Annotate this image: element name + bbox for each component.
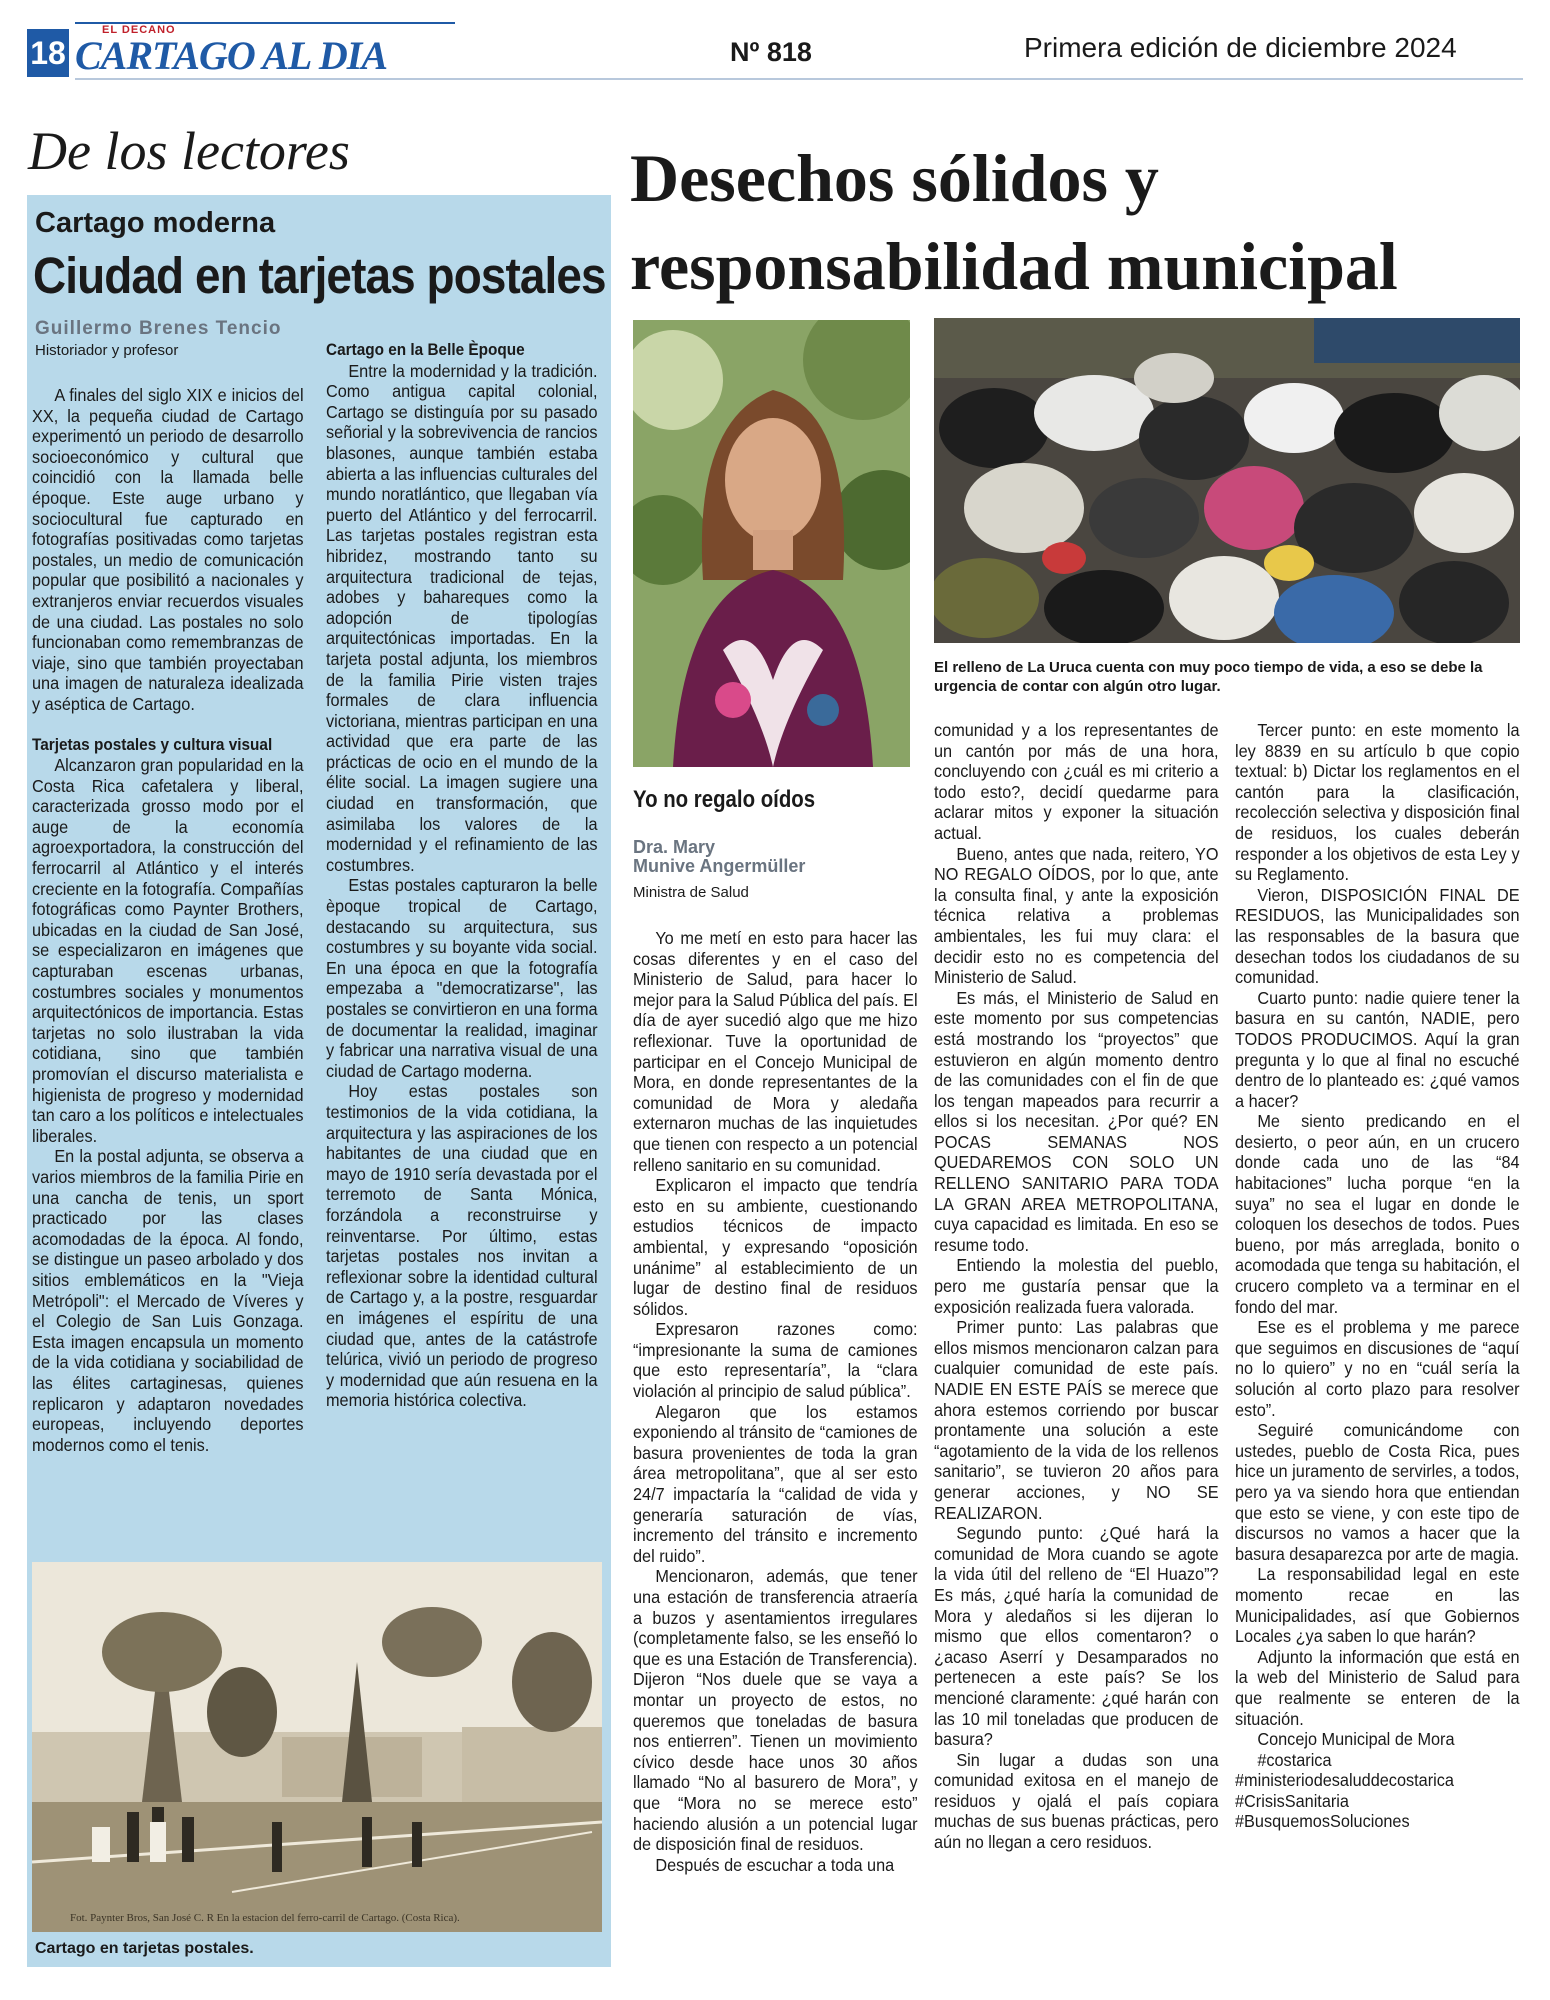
paragraph: Sin lugar a dudas son una comunidad exitosa en el manejo de residuos y ojalá el país copiara muchas de sus buenas prácticas, pero aún no llegan a cero residuos. — [934, 1749, 1219, 1853]
page-number: 18 — [27, 29, 69, 77]
article-kicker: Cartago moderna — [35, 207, 276, 239]
paragraph: Explicaron el impacto que tendría esto en su ambiente, cuestionando estudios técnicos de impacto ambiental, y expresando “oposición unánime” al establecimiento de un lugar de destino final de residuos sólidos. — [633, 1175, 918, 1319]
paragraph: Entiendo la molestia del pueblo, pero me gustaría pensar que la exposición realizada fuera valorada. — [934, 1255, 1219, 1317]
paragraph: Estas postales capturaron la belle èpoque tropical de Cartago, destacando su arquitectura, sus costumbres y su boyante vida social. En una época en que la fotografía empezaba a "democratizarse", las postales se convirtieron en una forma de documentar la realidad, imaginar y fabricar una narrativa visual de una ciudad de Cartago moderna. — [326, 875, 598, 1081]
left-article-author-role: Historiador y profesor — [35, 342, 179, 359]
left-article-column-2 — [326, 340, 598, 1411]
tennis-photo-caption: Cartago en tarjetas postales. — [35, 1940, 254, 1957]
paragraph: Después de escuchar a toda una — [655, 1854, 895, 1875]
paragraph: A finales del siglo XIX e inicios del XX, la pequeña ciudad de Cartago experimentó un periodo de desarrollo socioeconómico y cultural que coincidió con la llamada belle époque. Este auge urbano y sociocultural fue capturado en fotografías positivadas como tarjetas postales, un medio de comunicación popular que posibilitó a nacionales y extranjeros enviar recuerdos visuales de una ciudad. Las postales no solo funcionaban como remembranzas de viaje, sino que también proyectaban una imagen de naturaleza idealizada y aséptica de Cartago. — [32, 385, 304, 714]
landfill-photo — [934, 318, 1520, 643]
paragraph: Adjunto la información que está en la web del Ministerio de Salud para que realmente se enteren de la situación. — [1235, 1646, 1520, 1729]
right-article-author-role: Ministra de Salud — [633, 884, 749, 901]
paragraph: Hoy estas postales son testimonios de la vida cotidiana, la arquitectura y las aspiraciones de los habitantes de una ciudad que en mayo de 1910 sería devastada por el terremoto de Santa Mónica, forzándola a reconstruirse y reinventarse. Por último, estas tarjetas postales nos invitan a reflexionar sobre la identidad cultural de Cartago y, a la postre, resguardar en imágenes el espíritu de una ciudad que, antes de la catástrofe telúrica, vivió un periodo de progreso y modernidad que aún resuena en la memoria histórica colectiva. — [326, 1081, 598, 1411]
left-article-column-1 — [32, 385, 304, 1455]
author-name-line-2: Munive Angermüller — [633, 856, 806, 876]
paragraph: Mencionaron, además, que tener una estación de transferencia atraería a buzos y asentamientos irregulares (completamente falso, se les enseñó lo que es una Estación de Transferencia). Dijeron “Nos duele que se vaya a montar un proyecto de estos, no queremos que toneladas de basura nos entierren”. Tienen un movimiento cívico desde hace unos 30 años llamado “No al basurero de Mora”, y que “Mora no se merece esto” haciendo alusión a un potencial lugar de disposición final de residuos. — [633, 1566, 918, 1855]
paragraph: Yo me metí en esto para hacer las cosas diferentes y en el caso del Ministerio de Salud, para hacer lo mejor para la Salud Pública del país. El día de ayer sucedió algo que me hizo reflexionar. Tuve la oportunidad de participar en el Concejo Municipal de Mora, en donde representantes de la comunidad de Mora y aledaña externaron muchas de las inquietudes que tienen con respecto a un potencial relleno sanitario en su comunidad. — [633, 928, 918, 1175]
paragraph: Bueno, antes que nada, reitero, YO NO REGALO OÍDOS, por lo que, ante la consulta final, y ante la exposición técnica relativa a problemas ambientales, les fui muy clara: el decidir esto no es competencia del Ministerio de Salud. — [934, 843, 1219, 988]
subheading: Cartago en la Belle Èpoque — [326, 341, 525, 359]
paragraph: En la postal adjunta, se observa a varios miembros de la familia Pirie en una cancha de tenis, un sport practicado por las clases acomodadas de la época. Al fondo, se distingue un paseo arbolado y dos sitios emblemáticos en la "Vieja Metrópoli": el Mercado de Víveres y el Colegio de San Luis Gonzaga. Esta imagen encapsula un momento de la vida cotidiana y sociabilidad de las élites cartaginesas, quienes replicaron y adaptaron novedades europeas, incluyendo deportes modernos como el tenis. — [32, 1146, 304, 1455]
edition-date: Primera edición de diciembre 2024 — [1024, 32, 1457, 63]
right-article-column-2 — [934, 720, 1219, 1853]
paragraph: La responsabilidad legal en este momento recae en las Municipalidades, así que Gobiernos Locales ¿ya saben lo que harán? — [1235, 1564, 1520, 1647]
header-rule — [75, 78, 1523, 80]
paragraph: comunidad y a los representantes de un cantón por más de una hora, concluyendo con ¿cuál es mi criterio a todo esto?, decidí quedarme para aclarar mitos y exponer la situación actual. — [934, 720, 1219, 843]
right-article-column-3 — [1235, 720, 1520, 1832]
paragraph: #costarica #ministeriodesaluddecostarica #CrisisSanitaria #BusquemosSoluciones — [1235, 1749, 1454, 1832]
author-portrait-photo — [633, 320, 910, 767]
left-article-author: Guillermo Brenes Tencio — [35, 318, 282, 339]
paragraph: Ese es el problema y me parece que seguimos en discusiones de “aquí no lo quiero” y no en “cuál sería la solución al corto plazo para resolver esto”. — [1235, 1317, 1520, 1420]
paragraph: Alegaron que los estamos exponiendo al tránsito de “camiones de basura provenientes de toda la gran área metropolitana”, que al ser esto 24/7 impactaría la “calidad de vida y generaría saturación de vías, incremento del tránsito e incremento del ruido”. — [633, 1401, 918, 1566]
paragraph: Cuarto punto: nadie quiere tener la basura en su cantón, NADIE, pero TODOS PRODUCIMOS. Aquí la gran pregunta y lo que al final no escuché dentro de lo planteado es: ¿qué vamos a hacer? — [1235, 987, 1520, 1111]
tennis-postcard-photo — [32, 1562, 602, 1932]
paragraph: Alcanzaron gran popularidad en la Costa Rica cafetalera y liberal, caracterizada grosso modo por el auge de la economía agroexportadora, la construcción del ferrocarril al Atlántico y el interés creciente en la fotografía. Compañías fotográficas como Paynter Brothers, ubicadas en la ciudad de San José, se especializaron en imágenes que capturaban escenas urbanas, costumbres sociales y monumentos arquitectónicos de importancia. Estas tarjetas no solo ilustraban la vida cotidiana, sino que también promovían el discurso materialista e higienista de progreso y modernidad tan caro a los políticos e intelectuales liberales. — [32, 755, 304, 1146]
landfill-photo-caption: El relleno de La Uruca cuenta con muy poco tiempo de vida, a eso se debe la urgencia de contar con algún otro lugar. — [934, 659, 1483, 695]
paragraph: Concejo Municipal de Mora — [1257, 1729, 1455, 1750]
issue-number: Nº 818 — [730, 37, 812, 67]
section-title: De los lectores — [28, 121, 350, 181]
right-article-author — [633, 838, 805, 876]
left-article-headline: Ciudad en tarjetas postales — [33, 247, 606, 304]
paragraph: Segundo punto: ¿Qué hará la comunidad de Mora cuando se agote la vida útil del relleno de “El Huazo”? Es más, ¿qué haría la comunidad de Mora y aledaños si les dijeran lo mismo que ellos comentaron? o ¿acaso Aserrí y Desamparados no pertenecen a este país? Se los mencioné claramente: ¿qué harán con las 10 mil toneladas que producen de basura? — [934, 1523, 1219, 1750]
paragraph: Vieron, DISPOSICIÓN FINAL DE RESIDUOS, las Municipalidades son las responsables de la basura que desechan todos los ciudadanos de su comunidad. — [1235, 884, 1520, 988]
right-article-column-1 — [633, 928, 918, 1875]
portrait-caption: Yo no regalo oídos — [633, 786, 816, 813]
subheading: Tarjetas postales y cultura visual — [32, 735, 273, 754]
paragraph: Me siento predicando en el desierto, o peor aún, en un crucero donde cada uno de las “84 habitaciones” lucha porque “en la suya” no sea el lugar en donde le coloquen los desechos de todos. Pues bueno, por más arreglada, bonito o acomodada que tenga su habitación, el crucero completo va a terminar en el fondo del mar. — [1235, 1111, 1520, 1317]
paragraph: Seguiré comunicándome con ustedes, pueblo de Costa Rica, pues hice un juramento de servirles, a todos, pero ya va siendo hora que entiendan que esto se viene, y con este tipo de discursos no vamos a hacer que la basura desaparezca por arte de magia. — [1235, 1420, 1520, 1564]
postcard-inner-caption: Fot. Paynter Bros, San José C. R En la estacion del ferro-carril de Cartago. (Costa Rica). — [70, 1912, 460, 1924]
paragraph: Expresaron razones como: “impresionante la suma de camiones que esto representaría”, la “clara violación al principio de salud pública”. — [633, 1319, 918, 1402]
newspaper-logo: CARTAGO AL DIA — [75, 33, 387, 78]
paragraph: Primer punto: Las palabras que ellos mismos mencionaron calzan para cualquier comunidad de este país. NADIE EN ESTE PAÍS se merece que ahora estemos corriendo por buscar prontamente una solución a este “agotamiento de la vida de los rellenos sanitario”, se tuvieron 20 años para generar acciones, y NO SE REALIZARON. — [934, 1317, 1219, 1523]
main-headline: Desechos sólidos y responsabilidad municipal — [630, 140, 1398, 304]
paragraph: Tercer punto: en este momento la ley 8839 en su artículo b que copio textual: b) Dictar los reglamentos en el cantón para la clasificación, recolección selectiva y disposición final de residuos, los cuales deberán responder a los objetivos de esta Ley y su Reglamento. — [1235, 720, 1520, 885]
paragraph: Entre la modernidad y la tradición. Como antigua capital colonial, Cartago se distinguía por su pasado señorial y la sobrevivencia de rancios blasones, aunque también estaba abierta a las influencias culturales del mundo noratlántico, que llegaban vía puerto del Atlántico y del ferrocarril. Las tarjetas postales registran esta hibridez, mostrando tanto su arquitectura tradicional de tejas, adobes y bahareques como la adopción de tipologías arquitectónicas importadas. En la tarjeta postal adjunta, los miembros de la familia Pirie visten trajes formales de clara influencia victoriana, mientras participan en una actividad que era parte de las prácticas de ocio en el mundo de la élite social. La imagen sugiere una ciudad en transformación, que asimilaba los valores de la modernidad y el refinamiento de las costumbres. — [326, 360, 598, 875]
author-name-line-1: Dra. Mary — [633, 837, 716, 857]
paragraph: Es más, el Ministerio de Salud en este momento por sus competencias está mostrando los “proyectos” que estuvieron en algún momento dentro de las comunidades con el fin de que los tengan mapeados para recurrir a ellos si los necesitan. ¿Por qué? EN POCAS SEMANAS NOS QUEDAREMOS CON SOLO UN RELLENO SANITARIO PARA TODA LA GRAN AREA METROPOLITANA, cuya capacidad es limitada. En eso se resume todo. — [934, 987, 1219, 1255]
logo-tagline: EL DECANO — [102, 24, 176, 36]
